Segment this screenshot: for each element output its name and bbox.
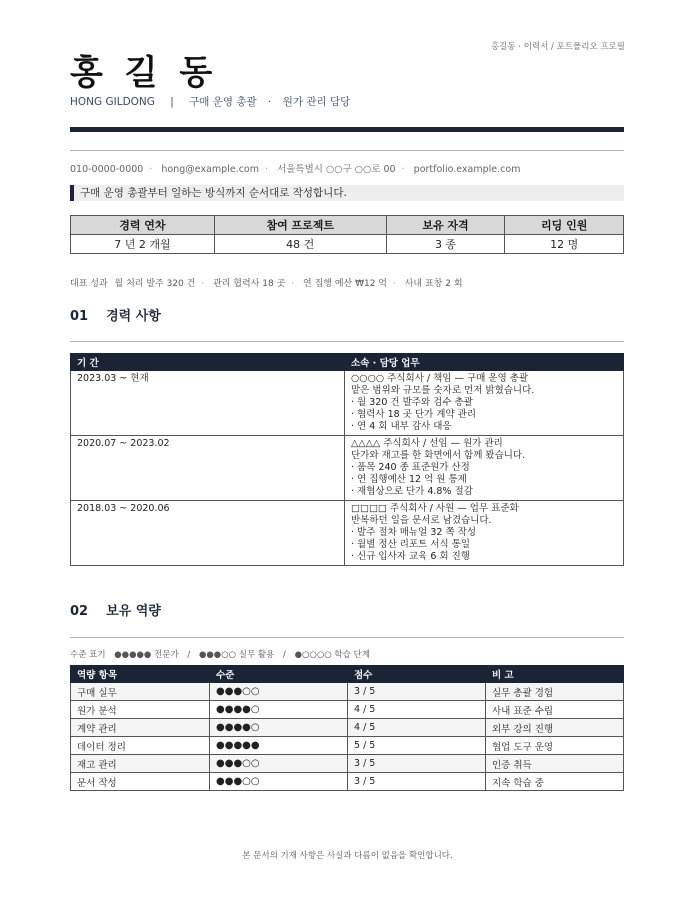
stats-header: 경력 연차	[71, 216, 215, 235]
skill-level-dots: ●●●●○	[210, 701, 348, 719]
role-secondary: 원가 관리 담당	[282, 96, 351, 108]
stats-header: 보유 자격	[386, 216, 505, 235]
skill-note: 외부 강의 진행	[486, 719, 624, 737]
legend-label: 수준 표기	[70, 650, 106, 660]
skill-level-dots: ●●●●○	[210, 719, 348, 737]
stats-header: 참여 프로젝트	[214, 216, 386, 235]
table-row	[71, 737, 624, 755]
english-name: HONG GILDONG	[70, 96, 155, 108]
skill-score: 3 / 5	[348, 773, 486, 791]
section-title-skills	[70, 600, 161, 619]
skills-header: 점수	[348, 666, 486, 683]
address: 서울특별시 ○○구 ○○로 00	[277, 164, 396, 175]
summary-banner: 구매 운영 총괄부터 일하는 방식까지 순서대로 작성합니다.	[70, 185, 624, 201]
skill-item: 구매 실무	[71, 683, 210, 701]
table-row	[71, 371, 624, 436]
legend-practical: ●●●○○ 실무 활용	[198, 650, 275, 660]
divider	[70, 637, 624, 638]
legend-expert: ●●●●● 전문가	[114, 650, 179, 660]
skill-score: 3 / 5	[348, 755, 486, 773]
career-period: 2020.07 ~ 2023.02	[71, 436, 345, 501]
email: hong@example.com	[161, 164, 259, 175]
skill-score: 3 / 5	[348, 683, 486, 701]
role-separator: ·	[268, 96, 272, 108]
skill-note: 인증 취득	[486, 755, 624, 773]
skill-score: 4 / 5	[348, 719, 486, 737]
skill-note: 사내 표준 수립	[486, 701, 624, 719]
stats-value: 3 종	[386, 235, 505, 254]
highlight-item: 관리 협력사 18 곳	[213, 279, 286, 289]
skill-level-dots: ●●●●●	[210, 737, 348, 755]
table-row	[71, 773, 624, 791]
contact-line: 010-0000-0000 · hong@example.com · 서울특별시 ○○구 ○○로 00 · portfolio.example.com	[70, 164, 521, 175]
divider	[70, 341, 624, 342]
stats-value: 7 년 2 개월	[71, 235, 215, 254]
table-row	[71, 501, 624, 566]
skill-note: 실무 총괄 경험	[486, 683, 624, 701]
highlight-item: 연 집행 예산 ₩12 억	[303, 279, 387, 289]
section-label: 보유 역량	[106, 604, 161, 619]
stats-table	[70, 215, 624, 254]
stats-value: 12 명	[505, 235, 624, 254]
section-number: 01	[70, 309, 89, 324]
table-row	[71, 719, 624, 737]
highlight-item: 월 처리 발주 320 건	[114, 279, 196, 289]
phone: 010-0000-0000	[70, 164, 144, 175]
career-period: 2023.03 ~ 현재	[71, 371, 345, 436]
career-detail: □□□□ 주식회사 / 사원 — 업무 표준화 반복하던 일을 문서로 남겼습니다. · 발주 절차 매뉴얼 32 쪽 작성 · 월별 정산 리포트 서식 통일 · 신규 입사자 교육 6 회 진행	[345, 501, 624, 566]
section-title-career	[70, 305, 161, 324]
skills-table	[70, 665, 624, 791]
skill-item: 계약 관리	[71, 719, 210, 737]
header-divider	[70, 127, 624, 132]
page-label: 홍길동 · 이력서 / 포트폴리오 프로필	[490, 42, 625, 52]
page-title: 홍 길 동	[70, 53, 218, 93]
career-period: 2018.03 ~ 2020.06	[71, 501, 345, 566]
skill-item: 문서 작성	[71, 773, 210, 791]
legend-learning: ●○○○○ 학습 단계	[294, 650, 370, 660]
skill-level-dots: ●●●○○	[210, 683, 348, 701]
skill-item: 원가 분석	[71, 701, 210, 719]
table-row	[71, 701, 624, 719]
divider	[70, 150, 624, 151]
section-number: 02	[70, 604, 89, 619]
skills-header: 비 고	[486, 666, 624, 683]
skill-note: 지속 학습 중	[486, 773, 624, 791]
stats-header: 리딩 인원	[505, 216, 624, 235]
skills-header: 수준	[210, 666, 348, 683]
stats-value: 48 건	[214, 235, 386, 254]
table-row	[71, 436, 624, 501]
subtitle-line: HONG GILDONG | 구매 운영 총괄 · 원가 관리 담당	[70, 96, 351, 108]
skill-score: 4 / 5	[348, 701, 486, 719]
career-detail: ○○○○ 주식회사 / 책임 — 구매 운영 총괄 맡은 범위와 규모를 숫자로 먼저 밝혔습니다. · 월 320 건 발주와 검수 총괄 · 협력사 18 곳 단가 계약 관리 · 연 4 회 내부 감사 대응	[345, 371, 624, 436]
career-header-period: 기 간	[71, 354, 345, 371]
highlights-line: 대표 성과 월 처리 발주 320 건 · 관리 협력사 18 곳 · 연 집행 예산 ₩12 억 · 사내 표창 2 회	[70, 279, 463, 289]
role-primary: 구매 운영 총괄	[189, 96, 257, 108]
career-header-role: 소속 · 담당 업무	[345, 354, 624, 371]
career-detail: △△△△ 주식회사 / 선임 — 원가 관리 단가와 재고를 한 화면에서 함께 봤습니다. · 품목 240 종 표준원가 산정 · 연 집행예산 12 억 원 통제 · 재협상으로 단가 4.8% 절감	[345, 436, 624, 501]
section-label: 경력 사항	[106, 309, 161, 324]
highlight-item: 사내 표창 2 회	[404, 279, 463, 289]
portfolio-link: portfolio.example.com	[413, 164, 521, 175]
career-table	[70, 353, 624, 566]
table-row	[71, 755, 624, 773]
skill-item: 데이터 정리	[71, 737, 210, 755]
footer-note: 본 문서의 기재 사항은 사실과 다름이 없음을 확인합니다.	[242, 851, 453, 861]
skills-header: 역량 항목	[71, 666, 210, 683]
level-legend: 수준 표기 ●●●●● 전문가 / ●●●○○ 실무 활용 / ●○○○○ 학습 단계	[70, 650, 370, 660]
skill-level-dots: ●●●○○	[210, 773, 348, 791]
skill-score: 5 / 5	[348, 737, 486, 755]
skill-note: 협업 도구 운영	[486, 737, 624, 755]
skill-level-dots: ●●●○○	[210, 755, 348, 773]
table-row	[71, 683, 624, 701]
skill-item: 재고 관리	[71, 755, 210, 773]
highlights-label: 대표 성과	[70, 279, 108, 289]
